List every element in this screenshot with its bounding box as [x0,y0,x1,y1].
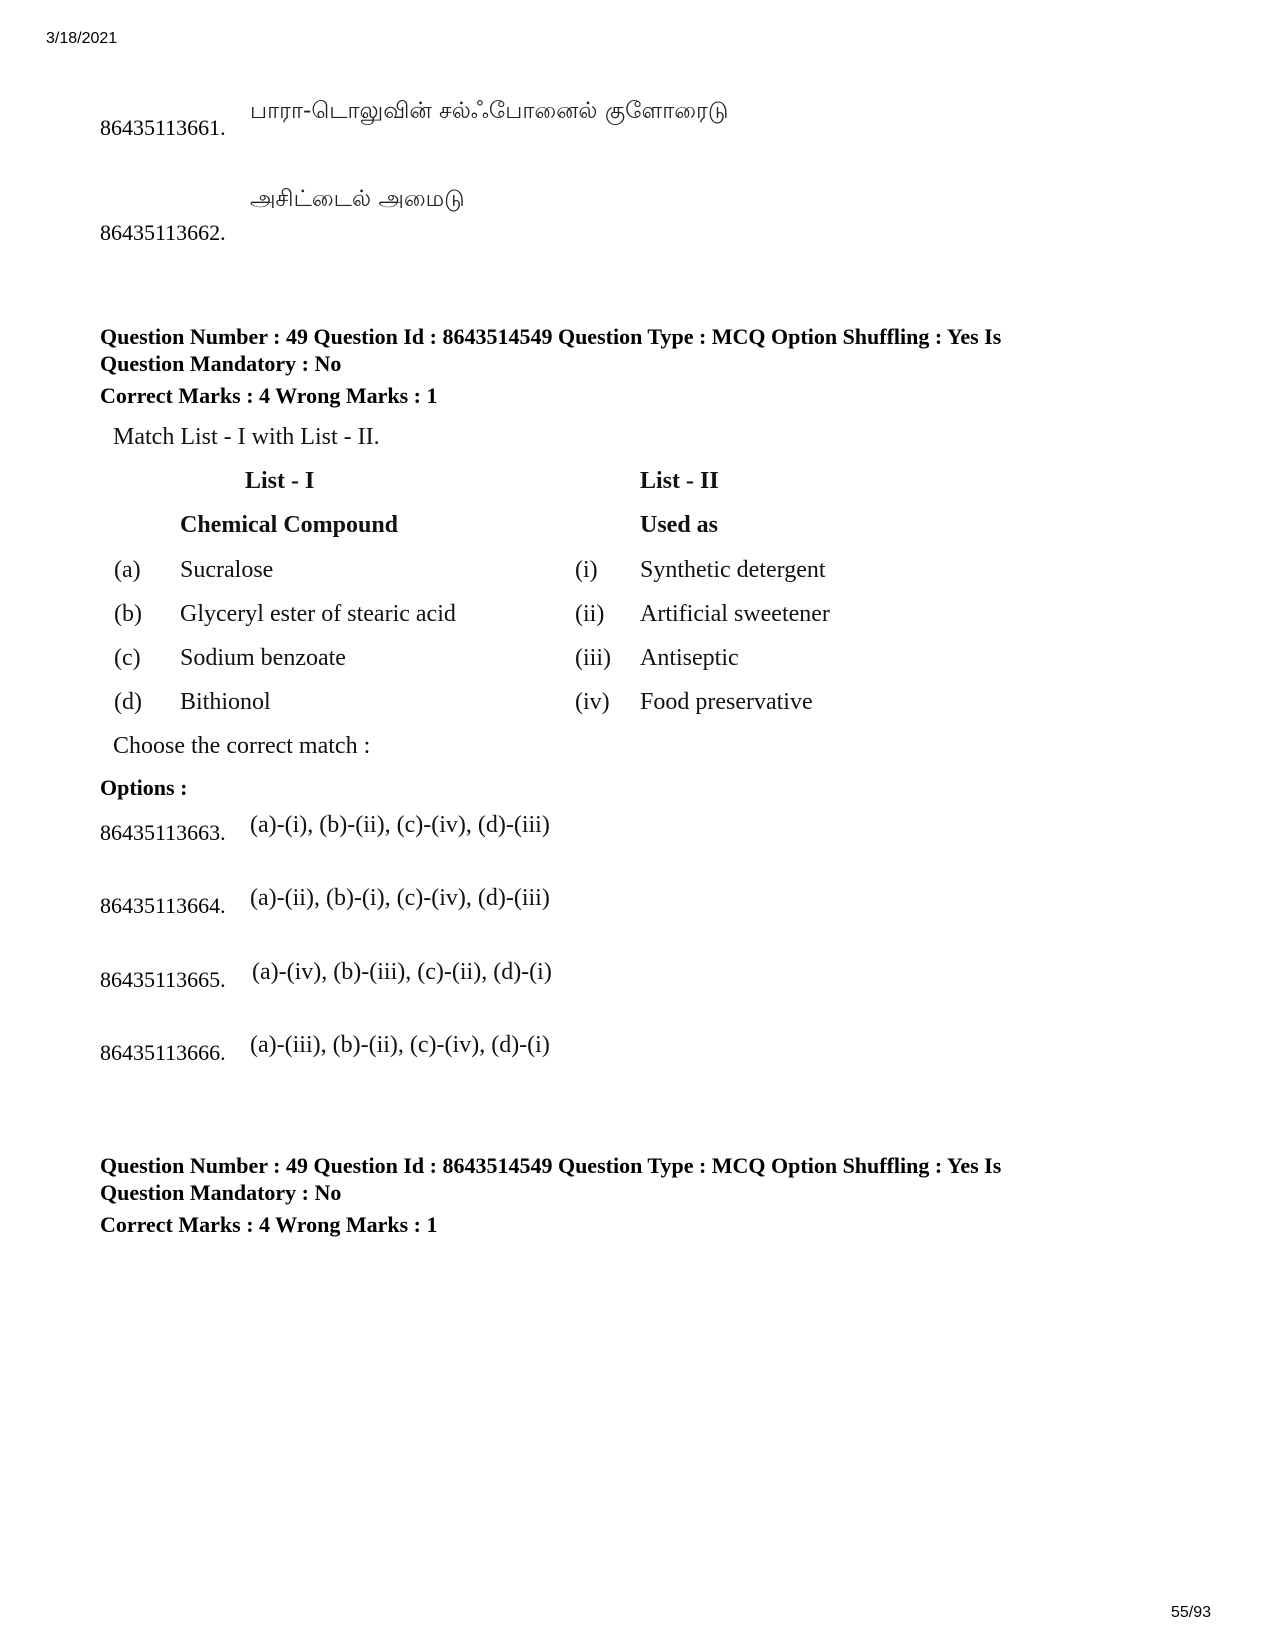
list1-item: Sodium benzoate [180,645,346,671]
option-id: 86435113666. [100,1040,226,1065]
list2-label: (ii) [575,601,605,627]
option-text[interactable]: (a)-(i), (b)-(ii), (c)-(iv), (d)-(iii) [250,812,550,838]
list2-item: Antiseptic [640,645,739,671]
list2-item: Food preservative [640,689,813,715]
list2-label: (iv) [575,689,610,715]
prev-option-text: பாரா-டொலுவின் சல்ஃபோனைல் குளோரைடு [250,98,729,124]
prev-option-text: அசிட்டைல் அமைடு [250,186,465,212]
list2-item: Artificial sweetener [640,601,830,627]
list1-label: (a) [114,557,141,583]
question-header-line2: Question Mandatory : No [100,1180,342,1205]
page-number: 55/93 [1171,1604,1212,1621]
list1-subtitle: Chemical Compound [180,512,399,538]
print-date: 3/18/2021 [46,30,118,47]
list2-label: (i) [575,557,598,583]
option-text[interactable]: (a)-(iii), (b)-(ii), (c)-(iv), (d)-(i) [250,1032,550,1058]
list1-label: (c) [114,645,141,671]
question-header-line1: Question Number : 49 Question Id : 8643514549 Question Type : MCQ Option Shuffling : Yes Is [100,324,1002,349]
question-header-line1: Question Number : 49 Question Id : 8643514549 Question Type : MCQ Option Shuffling : Yes Is [100,1153,1002,1178]
option-text[interactable]: (a)-(iv), (b)-(iii), (c)-(ii), (d)-(i) [252,959,552,985]
option-id: 86435113665. [100,967,226,992]
list1-label: (d) [114,689,142,715]
question-instruction: Choose the correct match : [113,733,371,759]
list1-label: (b) [114,601,142,627]
list2-label: (iii) [575,645,611,671]
list2-title: List - II [640,468,719,494]
list2-item: Synthetic detergent [640,557,826,583]
question-marks: Correct Marks : 4 Wrong Marks : 1 [100,1212,438,1237]
list1-item: Sucralose [180,557,274,583]
prev-option-id: 86435113662. [100,220,226,245]
list1-item: Glyceryl ester of stearic acid [180,601,456,627]
list1-item: Bithionol [180,689,271,715]
option-id: 86435113664. [100,893,226,918]
question-marks: Correct Marks : 4 Wrong Marks : 1 [100,383,438,408]
option-id: 86435113663. [100,820,226,845]
list2-subtitle: Used as [640,512,719,538]
list1-title: List - I [245,468,315,494]
prev-option-id: 86435113661. [100,115,226,140]
question-header-line2: Question Mandatory : No [100,351,342,376]
question-prompt: Match List - I with List - II. [113,424,380,450]
option-text[interactable]: (a)-(ii), (b)-(i), (c)-(iv), (d)-(iii) [250,885,550,911]
options-label: Options : [100,775,188,800]
